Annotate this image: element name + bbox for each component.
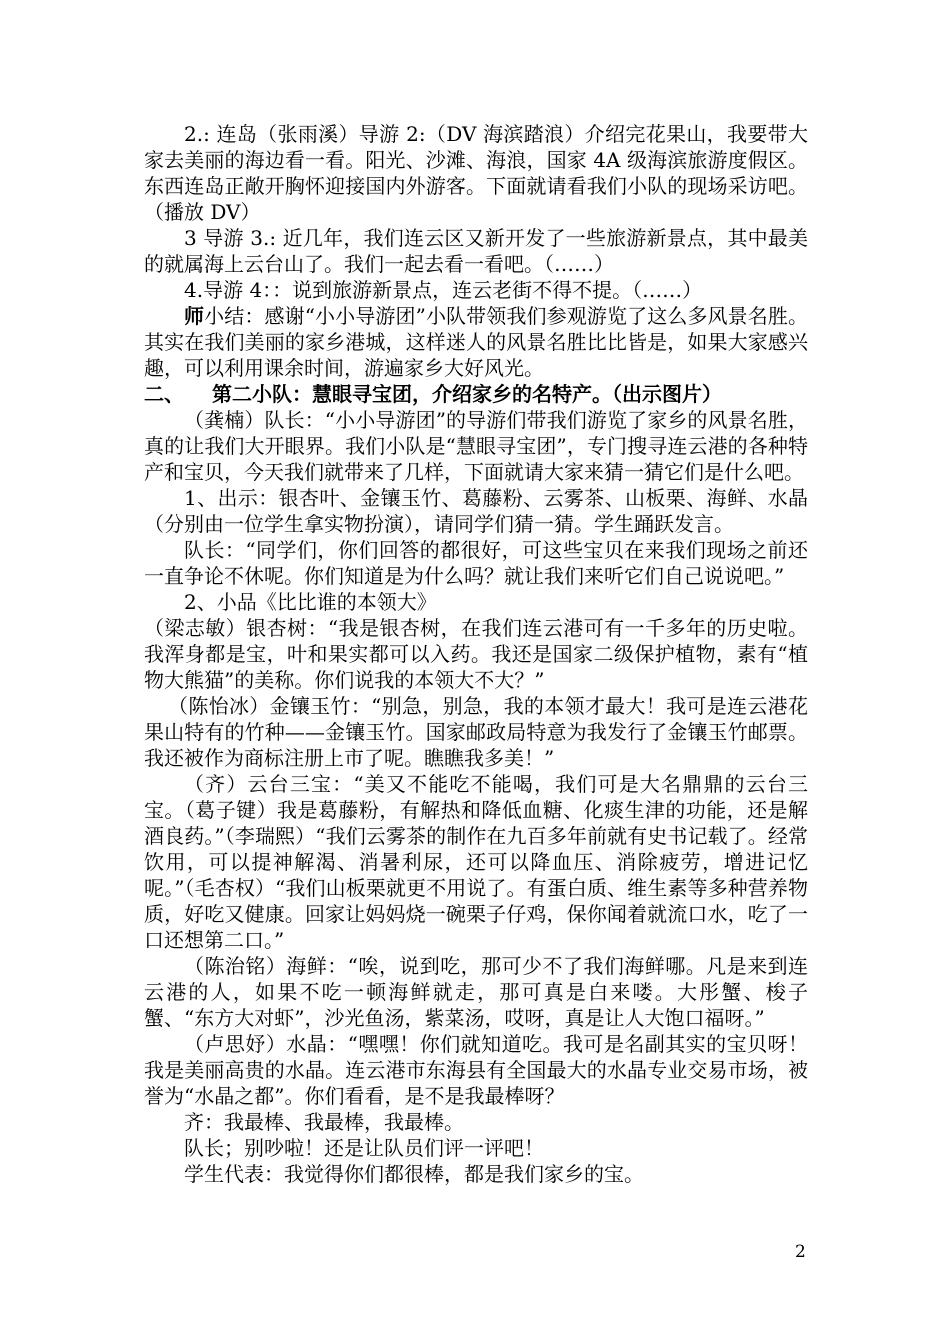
paragraph-crystal: （卢思妤）水晶：“嘿嘿！你们就知道吃。我可是名副其实的宝贝呀！我是美丽高贵的水晶。连云港市东海县有全国最大的水晶专业交易市场，被誉为“水晶之都”。你们看看，是不是我最棒呀？ xyxy=(144,1032,808,1108)
section-number: 二、 xyxy=(144,382,184,406)
paragraph-bamboo: （陈怡冰）金镶玉竹：“别急，别急，我的本领才最大！我可是连云港花果山特有的竹种——金镶玉竹。国家邮政局特意为我发行了金镶玉竹邮票。我还被作为商标注册上市了呢。瞧瞧我多美！” xyxy=(144,694,808,770)
teacher-summary-text: 小结：感谢“小小导游团”小队带领我们参观游览了这么多风景名胜。其实在我们美丽的家乡港城，这样迷人的风景名胜比比皆是，如果大家感兴趣，可以利用课余时间，游遍家乡大好风光。 xyxy=(144,304,809,380)
paragraph-show-items: 1、出示：银杏叶、金镶玉竹、葛藤粉、云雾茶、山板栗、海鲜、水晶（分别由一位学生拿实物扮演），请同学们猜一猜。学生踊跃发言。 xyxy=(144,486,808,536)
section-heading-2 xyxy=(144,381,808,407)
document-body xyxy=(144,121,808,1187)
paragraph-guide-3: 3 导游 3.: 近几年，我们连云区又新开发了一些旅游新景点，其中最美的就属海上云台山了。我们一起去看一看吧。（……） xyxy=(144,226,808,276)
paragraph-seafood: （陈治铭）海鲜：“唉，说到吃，那可少不了我们海鲜哪。凡是来到连云港的人，如果不吃一顿海鲜就走，那可真是白来喽。大彤蟹、梭子蟹、“东方大对虾”，沙光鱼汤，紫菜汤，哎呀，真是让人大饱口福呀。” xyxy=(144,954,808,1030)
paragraph-teacher-summary xyxy=(144,303,808,381)
paragraph-guide-4: 4.导游 4：：说到旅游新景点，连云老街不得不提。（……） xyxy=(184,278,703,302)
paragraph-student-rep: 学生代表：我觉得你们都很棒，都是我们家乡的宝。 xyxy=(184,1162,644,1186)
paragraph-all: 齐：我最棒、我最棒，我最棒。 xyxy=(184,1110,464,1134)
section-title: 第二小队：慧眼寻宝团，介绍家乡的名特产。（出示图片） xyxy=(212,382,722,406)
paragraph-three-treasures: （齐）云台三宝：“美又不能吃不能喝，我们可是大名鼎鼎的云台三宝。（葛子键）我是葛藤粉，有解热和降低血糖、化痰生津的功能，还是解酒良药。”（李瑞熙）“我们云雾茶的制作在九百多年前就有史书记载了。经常饮用，可以提神解渴、消暑利尿，还可以降血压、消除疲劳，增进记忆呢。”（毛杏权）“我们山板栗就更不用说了。有蛋白质、维生素等多种营养物质，好吃又健康。回家让妈妈烧一碗栗子仔鸡，保你闻着就流口水，吃了一口还想第二口。” xyxy=(144,772,808,952)
paragraph-guide-2: 2.: 连岛（张雨溪）导游 2:（DV 海滨踏浪）介绍完花果山，我要带大家去美丽的海边看一看。阳光、沙滩、海浪，国家 4A 级海滨旅游度假区。东西连岛正敞开胸怀迎接国内外游客。下面就请看我们小队的现场采访吧。（播放 DV） xyxy=(144,122,808,224)
paragraph-skit-title: 2、小品《比比谁的本领大》 xyxy=(184,590,437,614)
paragraph-captain-intro: （龚楠）队长：“小小导游团”的导游们带我们游览了家乡的风景名胜，真的让我们大开眼界。我们小队是“慧眼寻宝团”，专门搜寻连云港的各种特产和宝贝，今天我们就带来了几样，下面就请大家来猜一猜它们是什么吧。 xyxy=(144,408,808,484)
paragraph-captain-stop: 队长；别吵啦！还是让队员们评一评吧！ xyxy=(184,1136,544,1160)
teacher-label: 师 xyxy=(184,304,205,328)
page-number: 2 xyxy=(795,1242,806,1262)
paragraph-captain-question: 队长：“同学们，你们回答的都很好，可这些宝贝在来我们现场之前还一直争论不休呢。你们知道是为什么吗？就让我们来听它们自己说说吧。” xyxy=(144,538,808,588)
paragraph-ginkgo: （梁志敏）银杏树：“我是银杏树，在我们连云港可有一千多年的历史啦。我浑身都是宝，叶和果实都可以入药。我还是国家二级保护植物，素有“植物大熊猫”的美称。你们说我的本领大不大？” xyxy=(144,616,808,692)
